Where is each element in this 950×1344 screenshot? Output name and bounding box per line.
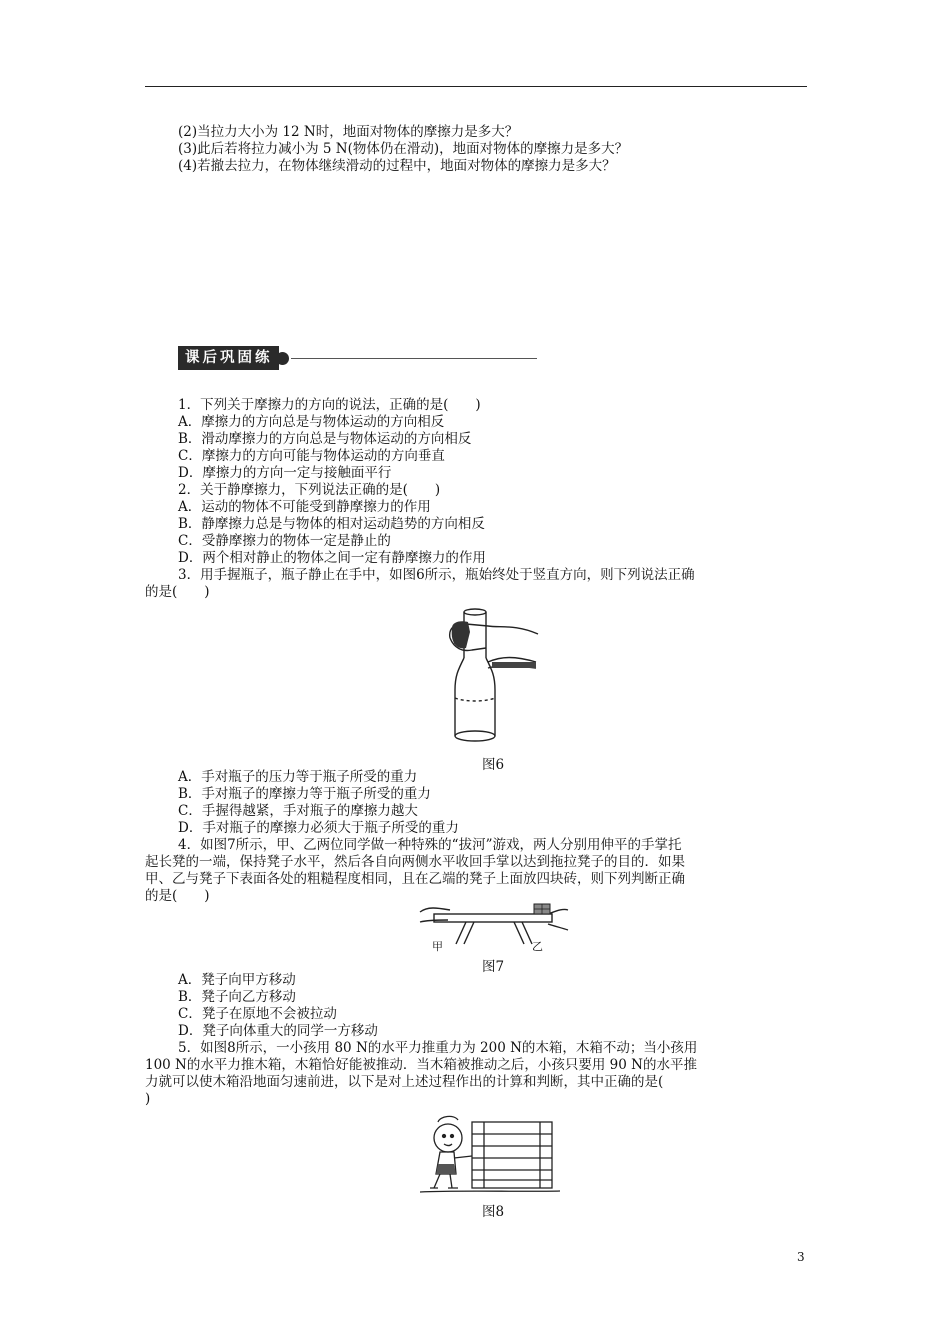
q5-stem-line-2: 100 N的水平力推木箱，木箱恰好能被推动．当木箱被推动之后，小孩只要用 90 N的水平推	[145, 1057, 697, 1073]
figure-7-caption: 图7	[482, 959, 505, 975]
bench-figure	[418, 900, 570, 956]
section-rule	[291, 358, 537, 359]
figure-7-label-yi: 乙	[532, 940, 543, 953]
section-title: 课后巩固练	[178, 346, 279, 370]
q5-stem-line-1: 5．如图8所示，一小孩用 80 N的水平力推重力为 200 N的木箱，木箱不动；当小孩用	[178, 1040, 698, 1056]
q3-option-a: A．手对瓶子的压力等于瓶子所受的重力	[178, 769, 418, 785]
prev-question-3: (3)此后若将拉力减小为 5 N(物体仍在滑动)，地面对物体的摩擦力是多大？	[178, 141, 629, 157]
q3-option-b: B．手对瓶子的摩擦力等于瓶子所受的重力	[178, 786, 431, 802]
q2-option-a: A．运动的物体不可能受到静摩擦力的作用	[178, 499, 431, 515]
figure-6-caption: 图6	[482, 757, 505, 773]
q2-option-d: D．两个相对静止的物体之间一定有静摩擦力的作用	[178, 550, 486, 566]
figure-7-label-jia: 甲	[432, 940, 443, 953]
q2-option-c: C．受静摩擦力的物体一定是静止的	[178, 533, 391, 549]
q2-stem: 2．关于静摩擦力，下列说法正确的是( )	[178, 482, 441, 498]
q5-stem-line-3: 力就可以使木箱沿地面匀速前进，以下是对上述过程作出的计算和判断，其中正确的是(	[145, 1074, 664, 1090]
q4-stem-line-3: 甲、乙与凳子下表面各处的粗糙程度相同，且在乙端的凳子上面放四块砖，则下列判断正确	[145, 871, 685, 887]
q4-stem-line-2: 起长凳的一端，保持凳子水平，然后各自向两侧水平收回手掌以达到拖拉凳子的目的．如果	[145, 854, 685, 870]
child-pushing-box-figure	[420, 1108, 560, 1196]
q4-stem-line-1: 4．如图7所示，甲、乙两位同学做一种特殊的“拔河”游戏，两人分别用伸平的手掌托	[178, 837, 682, 853]
prev-question-4: (4)若撤去拉力，在物体继续滑动的过程中，地面对物体的摩擦力是多大？	[178, 158, 616, 174]
q1-option-b: B．滑动摩擦力的方向总是与物体运动的方向相反	[178, 431, 472, 447]
bullet-dot-icon	[276, 352, 289, 365]
q4-option-b: B．凳子向乙方移动	[178, 989, 296, 1005]
q5-stem-line-4: )	[145, 1091, 151, 1107]
q4-option-c: C．凳子在原地不会被拉动	[178, 1006, 337, 1022]
q1-option-a: A．摩擦力的方向总是与物体运动的方向相反	[178, 414, 445, 430]
prev-question-2: (2)当拉力大小为 12 N时，地面对物体的摩擦力是多大？	[178, 124, 519, 140]
bottle-hand-figure	[440, 598, 544, 748]
q4-option-a: A．凳子向甲方移动	[178, 972, 296, 988]
q3-stem-line-2: 的是( )	[145, 584, 210, 600]
q1-stem: 1．下列关于摩擦力的方向的说法，正确的是( )	[178, 397, 481, 413]
section-banner	[178, 346, 537, 370]
q1-option-d: D．摩擦力的方向一定与接触面平行	[178, 465, 392, 481]
figure-8-caption: 图8	[482, 1204, 505, 1220]
q3-stem-line-1: 3．用手握瓶子，瓶子静止在手中，如图6所示，瓶始终处于竖直方向，则下列说法正确	[178, 567, 695, 583]
header-rule	[145, 86, 807, 87]
q3-option-c: C．手握得越紧，手对瓶子的摩擦力越大	[178, 803, 418, 819]
q3-option-d: D．手对瓶子的摩擦力必须大于瓶子所受的重力	[178, 820, 459, 836]
page-number: 3	[797, 1250, 805, 1264]
q4-option-d: D．凳子向体重大的同学一方移动	[178, 1023, 378, 1039]
q4-stem-line-4: 的是( )	[145, 888, 210, 904]
q2-option-b: B．静摩擦力总是与物体的相对运动趋势的方向相反	[178, 516, 485, 532]
q1-option-c: C．摩擦力的方向可能与物体运动的方向垂直	[178, 448, 445, 464]
